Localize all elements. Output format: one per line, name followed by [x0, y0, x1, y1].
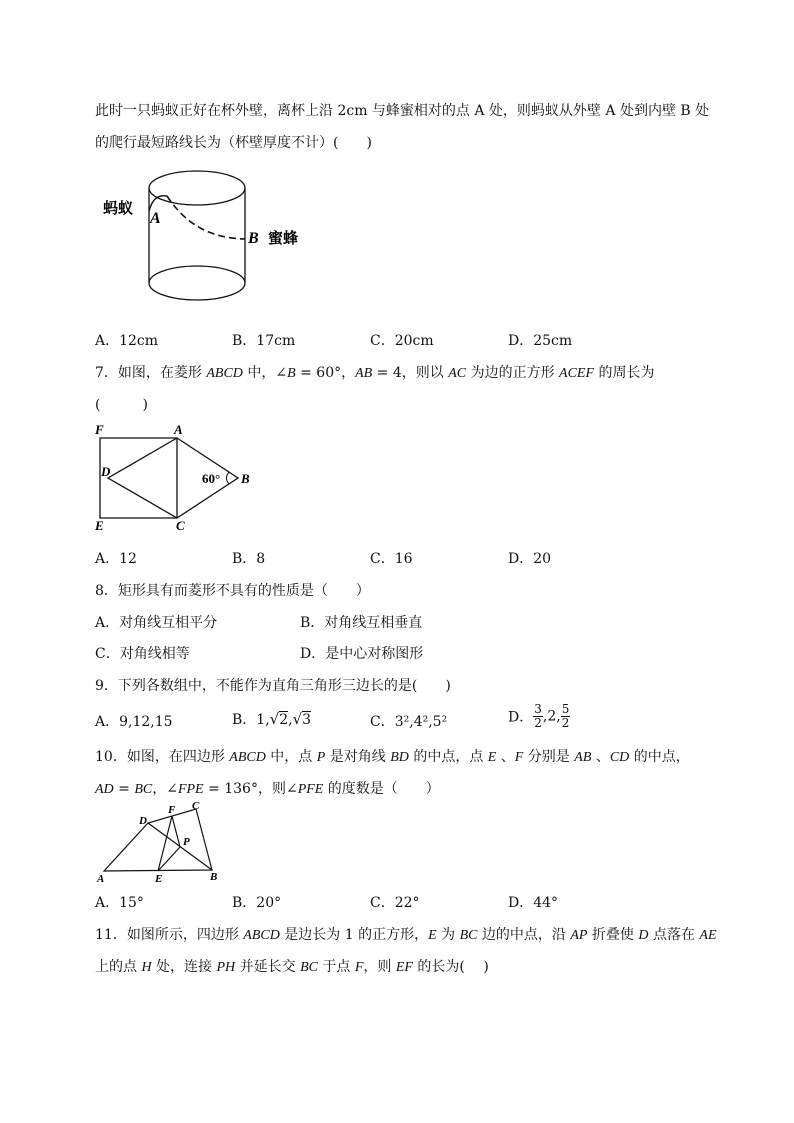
fig-label-A: A	[97, 873, 105, 885]
q10-option-d[interactable]: D．44°	[508, 895, 559, 911]
q6-option-c[interactable]: C．20cm	[370, 333, 434, 349]
q9-option-d[interactable]: D． $\frac{3}{2}$ ,2, $\frac{5}{2}$	[508, 702, 570, 730]
q8-option-a[interactable]: A．对角线互相平分	[95, 615, 218, 631]
q7-option-c[interactable]: C．16	[370, 551, 413, 567]
q11-stem-line2: 上的点 H 处，连接 PH 并延长交 BC 于点 F，则 EF 的长为( )	[95, 959, 489, 975]
fig-label-F: F	[95, 422, 104, 437]
fig-label-F: F	[168, 804, 176, 816]
q9-stem: 9．下列各数组中，不能作为直角三角形三边长的是( )	[95, 678, 451, 694]
q6-text-line1: 此时一只蚂蚁正好在杯外壁，离杯上沿 2cm 与蜂蜜相对的点 A 处，则蚂蚁从外壁 A 处到内壁 B 处	[95, 103, 710, 119]
q8-option-c[interactable]: C．对角线相等	[95, 646, 190, 662]
q6-cylinder-figure	[95, 165, 325, 310]
q7-stem-line2: ( )	[95, 397, 148, 413]
q6-option-b[interactable]: B．17cm	[232, 333, 296, 349]
q8-stem: 8．矩形具有而菱形不具有的性质是（ ）	[95, 583, 370, 599]
fig-label-P: P	[183, 836, 190, 848]
q7-rhombus-square-figure	[90, 420, 265, 535]
q10-stem-line1: 10．如图，在四边形 ABCD 中，点 P 是对角线 BD 的中点，点 E 、F 分别是 AB 、CD 的中点，	[95, 749, 690, 765]
q9-option-a[interactable]: A．9,12,15	[95, 714, 173, 730]
q6-option-d[interactable]: D．25cm	[508, 333, 573, 349]
q10-stem-line2: AD = BC，∠FPE = 136°，则∠PFE 的度数是（ ）	[95, 781, 440, 797]
q11-stem-line1: 11．如图所示，四边形 ABCD 是边长为 1 的正方形，E 为 BC 边的中点，沿 AP 折叠使 D 点落在 AE	[95, 927, 717, 943]
fig-label-B: B	[210, 871, 218, 883]
fig-label-D: D	[139, 815, 147, 827]
cylinder-top-ellipse	[149, 171, 245, 205]
fig-label-C: C	[176, 518, 185, 533]
q9-option-b[interactable]: B．1,√2,√3	[232, 710, 312, 728]
cylinder-bottom-ellipse	[149, 266, 245, 300]
fig-label-C: C	[192, 800, 200, 812]
q9-option-c[interactable]: C．3²,4²,5²	[370, 714, 448, 730]
q10-option-b[interactable]: B．20°	[232, 895, 282, 911]
fig-label-ant: 蚂蚁	[103, 201, 134, 217]
fig-label-D: D	[101, 464, 111, 479]
fig-label-honey: 蜜蜂	[268, 231, 299, 247]
q6-option-a[interactable]: A．12cm	[95, 333, 159, 349]
q7-option-a[interactable]: A．12	[95, 551, 137, 567]
q6-text-line2: 的爬行最短路线长为（杯壁厚度不计）( )	[95, 135, 372, 151]
fig-label-angle: 60°	[202, 471, 221, 486]
q7-stem-line1: 7．如图，在菱形 ABCD 中，∠B = 60°，AB = 4，则以 AC 为边的正方形 ACEF 的周长为	[95, 365, 655, 381]
fraction-3-2: $\frac{3}{2}$	[534, 702, 542, 730]
fig-label-A: A	[174, 422, 183, 437]
q10-option-a[interactable]: A．15°	[95, 895, 144, 911]
q8-option-b[interactable]: B．对角线互相垂直	[300, 615, 423, 631]
fig-label-B: B	[248, 230, 259, 247]
q10-quadrilateral-figure	[92, 800, 227, 885]
q10-option-c[interactable]: C．22°	[370, 895, 420, 911]
ant-inner-dashed-path	[167, 196, 245, 239]
segment-fp	[172, 816, 180, 847]
quadrilateral-abcd	[104, 809, 212, 871]
fig-label-E: E	[95, 518, 104, 533]
fraction-5-2: $\frac{5}{2}$	[561, 702, 570, 730]
fig-label-E: E	[155, 873, 163, 885]
q7-option-b[interactable]: B．8	[232, 551, 266, 567]
square-acef	[100, 438, 177, 518]
q8-option-d[interactable]: D．是中心对称图形	[300, 646, 424, 662]
angle-b-arc	[227, 472, 230, 484]
q7-option-d[interactable]: D．20	[508, 551, 552, 567]
fig-label-A: A	[150, 210, 161, 227]
fig-label-B: B	[241, 471, 250, 486]
